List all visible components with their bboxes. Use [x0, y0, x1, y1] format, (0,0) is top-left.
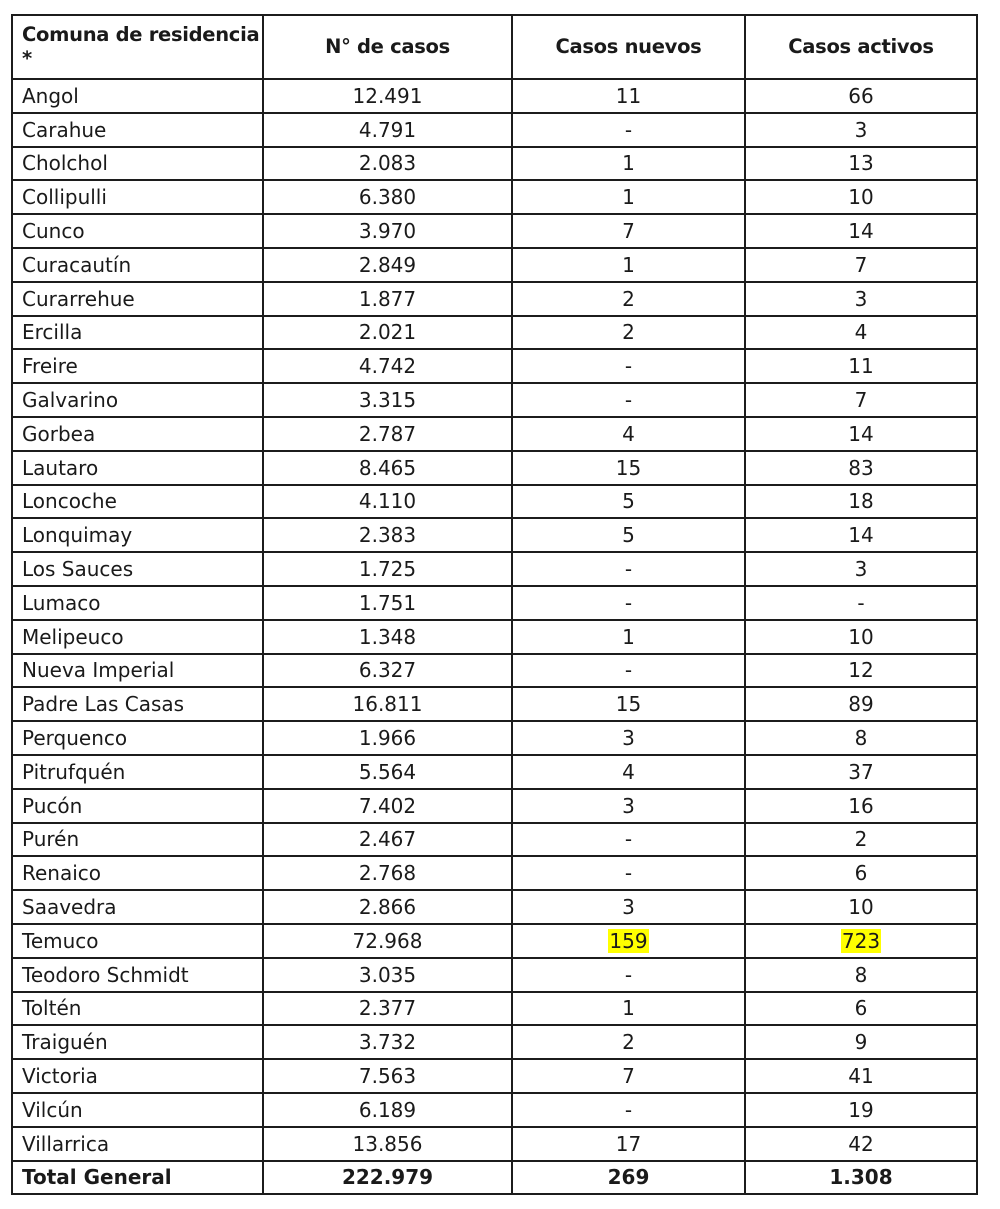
table-row [12, 890, 977, 924]
table-row [12, 1127, 977, 1161]
cell-activos: - [745, 586, 977, 620]
cell-comuna: Vilcún [12, 1093, 263, 1127]
table-row [12, 1025, 977, 1059]
cell-activos: 3 [745, 113, 977, 147]
cell-casos: 2.849 [263, 248, 512, 282]
cell-casos: 2.787 [263, 417, 512, 451]
cell-comuna: Los Sauces [12, 552, 263, 586]
cell-comuna: Carahue [12, 113, 263, 147]
cell-casos: 1.877 [263, 282, 512, 316]
table-row [12, 789, 977, 823]
cell-casos: 4.742 [263, 349, 512, 383]
table-row [12, 79, 977, 113]
cell-casos: 3.035 [263, 958, 512, 992]
cell-nuevos: 1 [512, 147, 745, 181]
header-casos: N° de casos [263, 15, 512, 79]
cell-activos: 3 [745, 552, 977, 586]
cell-nuevos: 4 [512, 755, 745, 789]
table-row [12, 924, 977, 958]
cell-activos: 19 [745, 1093, 977, 1127]
table-row [12, 823, 977, 857]
cell-comuna: Collipulli [12, 180, 263, 214]
cell-comuna: Cholchol [12, 147, 263, 181]
cell-comuna: Cunco [12, 214, 263, 248]
cell-casos: 2.768 [263, 856, 512, 890]
cell-comuna: Melipeuco [12, 620, 263, 654]
cell-comuna: Teodoro Schmidt [12, 958, 263, 992]
total-nuevos: 269 [512, 1161, 745, 1195]
cell-casos: 5.564 [263, 755, 512, 789]
table-row [12, 383, 977, 417]
cell-nuevos: 5 [512, 518, 745, 552]
table-row [12, 687, 977, 721]
cell-comuna: Freire [12, 349, 263, 383]
header-nuevos: Casos nuevos [512, 15, 745, 79]
cell-comuna: Lonquimay [12, 518, 263, 552]
cell-activos: 18 [745, 485, 977, 519]
cell-casos: 2.021 [263, 316, 512, 350]
cell-casos: 2.467 [263, 823, 512, 857]
cell-casos: 2.383 [263, 518, 512, 552]
cell-nuevos: - [512, 856, 745, 890]
cell-casos: 1.348 [263, 620, 512, 654]
cell-comuna: Gorbea [12, 417, 263, 451]
cell-activos: 6 [745, 856, 977, 890]
cell-nuevos: 2 [512, 316, 745, 350]
cell-activos: 7 [745, 383, 977, 417]
cell-activos: 3 [745, 282, 977, 316]
cell-nuevos: - [512, 552, 745, 586]
cell-activos: 2 [745, 823, 977, 857]
cell-casos: 6.380 [263, 180, 512, 214]
cell-activos: 6 [745, 992, 977, 1026]
cell-nuevos: - [512, 654, 745, 688]
table-row [12, 485, 977, 519]
cell-comuna: Curacautín [12, 248, 263, 282]
cell-casos: 3.315 [263, 383, 512, 417]
cell-activos: 66 [745, 79, 977, 113]
table-row [12, 755, 977, 789]
cell-activos: 89 [745, 687, 977, 721]
cell-comuna: Loncoche [12, 485, 263, 519]
cell-activos: 4 [745, 316, 977, 350]
cell-activos: 14 [745, 214, 977, 248]
table-row [12, 721, 977, 755]
cell-comuna: Nueva Imperial [12, 654, 263, 688]
highlighted-value: 159 [609, 928, 648, 953]
table-row [12, 1093, 977, 1127]
cell-comuna: Purén [12, 823, 263, 857]
cell-comuna: Pucón [12, 789, 263, 823]
cell-activos: 7 [745, 248, 977, 282]
cell-activos: 16 [745, 789, 977, 823]
cell-comuna: Villarrica [12, 1127, 263, 1161]
table-row [12, 586, 977, 620]
cell-casos: 6.189 [263, 1093, 512, 1127]
cell-comuna: Lumaco [12, 586, 263, 620]
table-row [12, 147, 977, 181]
cell-nuevos: 5 [512, 485, 745, 519]
cell-nuevos: 3 [512, 890, 745, 924]
cell-nuevos: 15 [512, 451, 745, 485]
cell-casos: 1.966 [263, 721, 512, 755]
cell-comuna: Curarrehue [12, 282, 263, 316]
table-header-row [12, 15, 977, 79]
cell-casos: 12.491 [263, 79, 512, 113]
cell-activos: 83 [745, 451, 977, 485]
cell-comuna: Toltén [12, 992, 263, 1026]
cell-comuna: Perquenco [12, 721, 263, 755]
cell-comuna: Ercilla [12, 316, 263, 350]
cell-casos: 4.791 [263, 113, 512, 147]
cell-activos: 37 [745, 755, 977, 789]
table-total-row [12, 1161, 977, 1195]
header-activos: Casos activos [745, 15, 977, 79]
cell-nuevos: 15 [512, 687, 745, 721]
highlighted-value: 723 [841, 928, 881, 953]
cell-casos: 7.402 [263, 789, 512, 823]
cell-comuna: Traiguén [12, 1025, 263, 1059]
cell-activos: 41 [745, 1059, 977, 1093]
cell-comuna: Padre Las Casas [12, 687, 263, 721]
table-row [12, 992, 977, 1026]
table-row [12, 451, 977, 485]
cell-comuna: Galvarino [12, 383, 263, 417]
total-activos: 1.308 [745, 1161, 977, 1195]
cell-nuevos: - [512, 349, 745, 383]
table-row [12, 316, 977, 350]
total-label: Total General [12, 1161, 263, 1195]
table-row [12, 958, 977, 992]
table-row [12, 518, 977, 552]
cell-nuevos: 4 [512, 417, 745, 451]
cell-nuevos: - [512, 1093, 745, 1127]
cell-nuevos: 1 [512, 180, 745, 214]
table-row [12, 1059, 977, 1093]
cell-nuevos [512, 924, 745, 958]
cell-activos: 11 [745, 349, 977, 383]
cell-comuna: Pitrufquén [12, 755, 263, 789]
cell-casos: 6.327 [263, 654, 512, 688]
table-row [12, 214, 977, 248]
cell-casos: 2.083 [263, 147, 512, 181]
cell-activos: 14 [745, 417, 977, 451]
cell-nuevos: 1 [512, 992, 745, 1026]
table-row [12, 282, 977, 316]
cell-activos: 14 [745, 518, 977, 552]
cell-casos: 2.866 [263, 890, 512, 924]
cell-casos: 7.563 [263, 1059, 512, 1093]
cell-nuevos: 1 [512, 620, 745, 654]
table-row [12, 349, 977, 383]
cell-nuevos: 3 [512, 721, 745, 755]
total-casos: 222.979 [263, 1161, 512, 1195]
cell-nuevos: - [512, 383, 745, 417]
table-body [12, 79, 977, 1194]
cell-activos: 42 [745, 1127, 977, 1161]
cell-nuevos: - [512, 586, 745, 620]
table-row [12, 113, 977, 147]
cell-casos: 13.856 [263, 1127, 512, 1161]
cell-nuevos: 3 [512, 789, 745, 823]
table-row [12, 180, 977, 214]
cell-nuevos: 2 [512, 1025, 745, 1059]
table-row [12, 654, 977, 688]
cell-casos: 16.811 [263, 687, 512, 721]
cell-nuevos: 7 [512, 214, 745, 248]
cell-activos: 9 [745, 1025, 977, 1059]
table-row [12, 248, 977, 282]
cell-casos: 2.377 [263, 992, 512, 1026]
cell-nuevos: 7 [512, 1059, 745, 1093]
cell-nuevos: 2 [512, 282, 745, 316]
covid-cases-by-comuna-table [11, 14, 978, 1195]
cell-comuna: Angol [12, 79, 263, 113]
table-row [12, 620, 977, 654]
table-row [12, 552, 977, 586]
cell-activos: 10 [745, 180, 977, 214]
cell-nuevos: 17 [512, 1127, 745, 1161]
cell-activos [745, 924, 977, 958]
cell-casos: 3.732 [263, 1025, 512, 1059]
cell-comuna: Renaico [12, 856, 263, 890]
cell-activos: 12 [745, 654, 977, 688]
table-row [12, 417, 977, 451]
cell-nuevos: - [512, 958, 745, 992]
cell-activos: 8 [745, 721, 977, 755]
cell-comuna: Lautaro [12, 451, 263, 485]
cell-activos: 8 [745, 958, 977, 992]
cell-comuna: Victoria [12, 1059, 263, 1093]
cell-casos: 4.110 [263, 485, 512, 519]
cell-nuevos: 1 [512, 248, 745, 282]
cell-casos: 1.751 [263, 586, 512, 620]
cell-activos: 10 [745, 620, 977, 654]
covid-cases-table-container [11, 14, 976, 1195]
cell-nuevos: 11 [512, 79, 745, 113]
cell-activos: 13 [745, 147, 977, 181]
cell-casos: 72.968 [263, 924, 512, 958]
cell-comuna: Temuco [12, 924, 263, 958]
cell-nuevos: - [512, 823, 745, 857]
cell-casos: 8.465 [263, 451, 512, 485]
cell-activos: 10 [745, 890, 977, 924]
header-comuna: Comuna de residencia * [12, 15, 263, 79]
table-row [12, 856, 977, 890]
cell-comuna: Saavedra [12, 890, 263, 924]
cell-casos: 3.970 [263, 214, 512, 248]
cell-casos: 1.725 [263, 552, 512, 586]
cell-nuevos: - [512, 113, 745, 147]
